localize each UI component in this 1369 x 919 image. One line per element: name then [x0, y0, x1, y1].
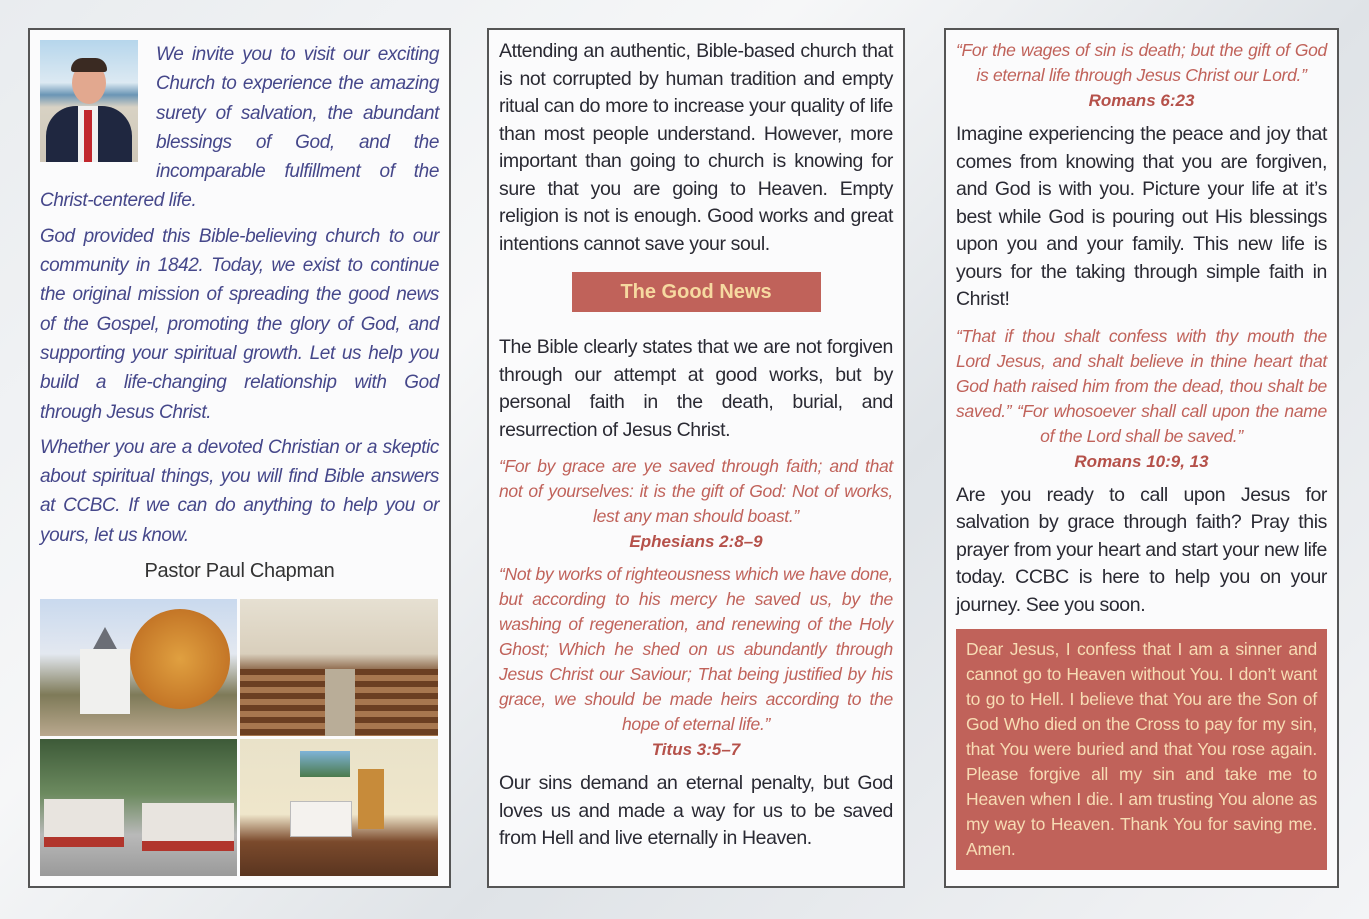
- intro-paragraph: We invite you to visit our exciting Church to experience the amazing surety of salvation, the abundant blessings of God, and the incomparable fulfillment of the Christ-centered life.: [40, 44, 439, 212]
- sins-paragraph: Our sins demand an eternal penalty, but God loves us and made a way for us to be saved from Hell and live eternally in Heaven.: [499, 772, 893, 849]
- panel-middle: [487, 28, 905, 888]
- church-exterior-photo: [40, 599, 237, 736]
- invitation-paragraph: Whether you are a devoted Christian or a skeptic about spiritual things, you will find Bible answers at CCBC. If we can do anything to help you or yours, let us know.: [40, 436, 439, 546]
- panel-left: [28, 28, 451, 888]
- romans-6-reference: Romans 6:23: [1088, 91, 1195, 110]
- good-news-heading: The Good News: [572, 272, 821, 312]
- imagine-paragraph: Imagine experiencing the peace and joy that comes from knowing that you are forgiven, and God is with you. Picture your life at it’s best while God is pouring out His blessings upon you and your family. This new life is yours for the taking through simple faith in Christ!: [956, 123, 1327, 310]
- pastor-photo: [40, 40, 138, 162]
- panel-right: [944, 28, 1339, 888]
- history-paragraph: God provided this Bible-believing church to our community in 1842. Today, we exist to continue the original mission of spreading the good news of the Gospel, promoting the glory of God, and supporting your spiritual growth. Let us help you build a life-changing relationship with God through Jesus Christ.: [40, 225, 439, 423]
- church-buses-photo: [40, 739, 237, 876]
- photo-collage: [40, 599, 439, 876]
- ready-paragraph: Are you ready to call upon Jesus for salvation by grace through faith? Pray this prayer from your heart and start your new life today. CCBC is here to help you on your journey. See you soon.: [956, 483, 1327, 616]
- ephesians-quote: “For by grace are ye saved through faith; and that not of yourselves: it is the gift of God: Not of works, lest any man should boast.”: [499, 456, 893, 526]
- salvation-prayer-box: Dear Jesus, I confess that I am a sinner and cannot go to Heaven without You. I don’t want to go to Hell. I believe that You are the Son of God Who died on the Cross to pay for my sin, that You were buried and that You rose again. Please forgive all my sin and take me to Heaven when I die. I am trusting You alone as my way to Heaven. Thank You for saving me. Amen.: [956, 629, 1327, 870]
- classroom-photo: [240, 739, 438, 876]
- sanctuary-photo: [240, 599, 438, 736]
- faith-paragraph: The Bible clearly states that we are not forgiven through our attempt at good works, but by personal faith in the death, burial, and resurrection of Jesus Christ.: [499, 336, 893, 441]
- romans-10-reference: Romans 10:9, 13: [1074, 451, 1209, 471]
- ephesians-reference: Ephesians 2:8–9: [629, 532, 763, 551]
- romans-10-quote: “That if thou shalt confess with thy mouth the Lord Jesus, and shalt believe in thine heart that God hath raised him from the dead, thou shalt be saved.” “For whosoever shall call upon the name of the Lord shall be saved.”: [956, 325, 1327, 446]
- titus-reference: Titus 3:5–7: [651, 740, 741, 759]
- titus-quote: “Not by works of righteousness which we have done, but according to his mercy he saved us, by the washing of regeneration, and renewing of the Holy Ghost; Which he shed on us abundantly through Jesus Christ our Saviour; That being justified by his grace, we should be made heirs according to the hope of eternal life.”: [499, 564, 893, 734]
- church-paragraph: Attending an authentic, Bible-based church that is not corrupted by human tradition and empty ritual can do more to increase your quality of life than most people understand. However, more important than going to church is knowing for sure that you are going to Heaven. Empty religion is not is enough. Good works and great intentions cannot save your soul.: [499, 40, 893, 255]
- pastor-signature: Pastor Paul Chapman: [144, 560, 335, 583]
- romans-6-quote: “For the wages of sin is death; but the gift of God is eternal life through Jesus Christ our Lord.”: [956, 40, 1327, 85]
